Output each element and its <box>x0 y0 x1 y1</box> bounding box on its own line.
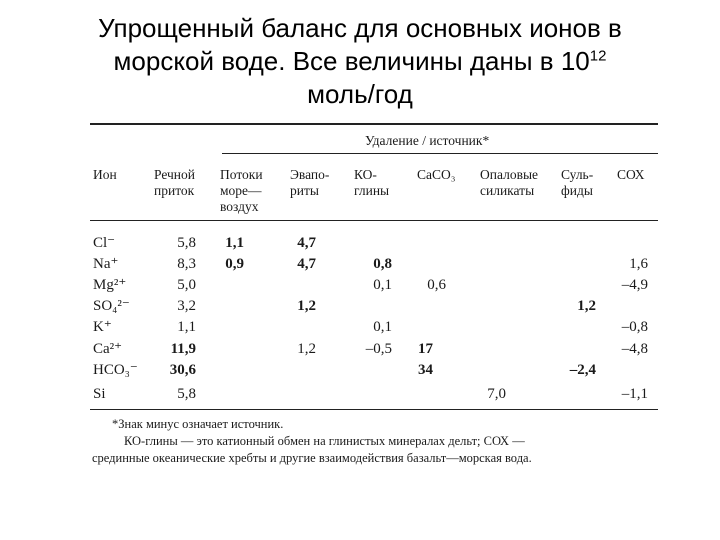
row-ca-evap: 1,2 <box>297 341 316 357</box>
row-hco3-caco3: 34 <box>418 362 433 378</box>
row-mg-river: 5,0 <box>177 277 196 293</box>
title-exponent: 12 <box>589 47 607 65</box>
group-header: Удаление / источник* <box>365 133 490 148</box>
row-hco3-river: 30,6 <box>169 362 196 378</box>
row-si-river: 5,8 <box>177 386 196 402</box>
bottom-rule <box>90 409 658 410</box>
row-ca-river: 11,9 <box>170 341 196 357</box>
row-mg-ion: Mg²⁺ <box>93 277 127 293</box>
header-evap-2: риты <box>290 183 319 198</box>
header-opal-2: силикаты <box>480 183 535 198</box>
row-cl-river: 5,8 <box>177 235 196 251</box>
ion-balance-table <box>90 122 660 477</box>
footnote-ko: КО-глины — это катионный обмен на глинистых минералах дельт; СОХ — <box>124 434 525 448</box>
header-seaair-2: море— <box>220 183 262 198</box>
row-na-evap: 4,7 <box>297 256 316 272</box>
header-ko-1: КО- <box>354 167 377 182</box>
row-na-ion: Na⁺ <box>93 256 119 272</box>
title-line-1: Упрощенный баланс для основных ионов в <box>98 13 622 43</box>
header-sulf-1: Суль- <box>561 167 594 182</box>
header-river-1: Речной <box>154 167 195 182</box>
header-sulf-2: фиды <box>561 183 593 198</box>
row-ca-cox: –4,8 <box>621 341 648 357</box>
row-k-ion: K⁺ <box>93 319 112 335</box>
header-seaair-3: воздух <box>220 199 259 214</box>
group-rule <box>222 153 658 154</box>
title-line-3: моль/год <box>307 79 413 109</box>
row-na-seaair: 0,9 <box>225 256 244 272</box>
row-so4-sulf: 1,2 <box>577 298 596 314</box>
header-seaair-1: Потоки <box>220 167 263 182</box>
slide-title <box>60 12 660 111</box>
row-hco3-ion: HCO₃⁻ <box>93 362 138 378</box>
row-cl-seaair: 1,1 <box>225 235 244 251</box>
row-so4-evap: 1,2 <box>297 298 316 314</box>
row-na-ko: 0,8 <box>373 256 392 272</box>
header-rule <box>90 220 658 221</box>
row-ca-ko: –0,5 <box>365 341 392 357</box>
row-k-ko: 0,1 <box>373 319 392 335</box>
row-na-cox: 1,6 <box>629 256 648 272</box>
row-si-ion: Si <box>93 386 106 402</box>
row-hco3-sulf: –2,4 <box>569 362 596 378</box>
header-evap-1: Эвапо- <box>290 167 330 182</box>
header-caco3: CaCO₃ <box>417 167 456 182</box>
title-line-2 <box>60 45 660 78</box>
header-ko-2: глины <box>354 183 390 198</box>
top-rule <box>90 123 658 125</box>
row-si-opal: 7,0 <box>487 386 506 402</box>
header-opal-1: Опаловые <box>480 167 539 182</box>
row-so4-ion: SO₄²⁻ <box>93 298 130 314</box>
row-ca-caco3: 17 <box>418 341 433 357</box>
header-river-2: приток <box>154 183 195 198</box>
row-mg-cox: –4,9 <box>621 277 648 293</box>
row-k-cox: –0,8 <box>621 319 648 335</box>
header-ion: Ион <box>93 167 117 182</box>
row-cl-evap: 4,7 <box>297 235 316 251</box>
row-k-river: 1,1 <box>177 319 196 335</box>
row-mg-caco3: 0,6 <box>427 277 446 293</box>
row-mg-ko: 0,1 <box>373 277 392 293</box>
footnote-cox: срединные океанические хребты и другие взаимодействия базальт—морская вода. <box>92 451 532 465</box>
row-na-river: 8,3 <box>177 256 196 272</box>
title-line-2-text: морской воде. Все величины даны в 10 <box>113 46 590 76</box>
row-so4-river: 3,2 <box>177 298 196 314</box>
row-cl-ion: Cl⁻ <box>93 235 116 251</box>
header-cox: СОХ <box>617 167 645 182</box>
row-ca-ion: Ca²⁺ <box>93 341 123 357</box>
footnote-sign: *Знак минус означает источник. <box>112 417 284 431</box>
row-si-cox: –1,1 <box>621 386 648 402</box>
